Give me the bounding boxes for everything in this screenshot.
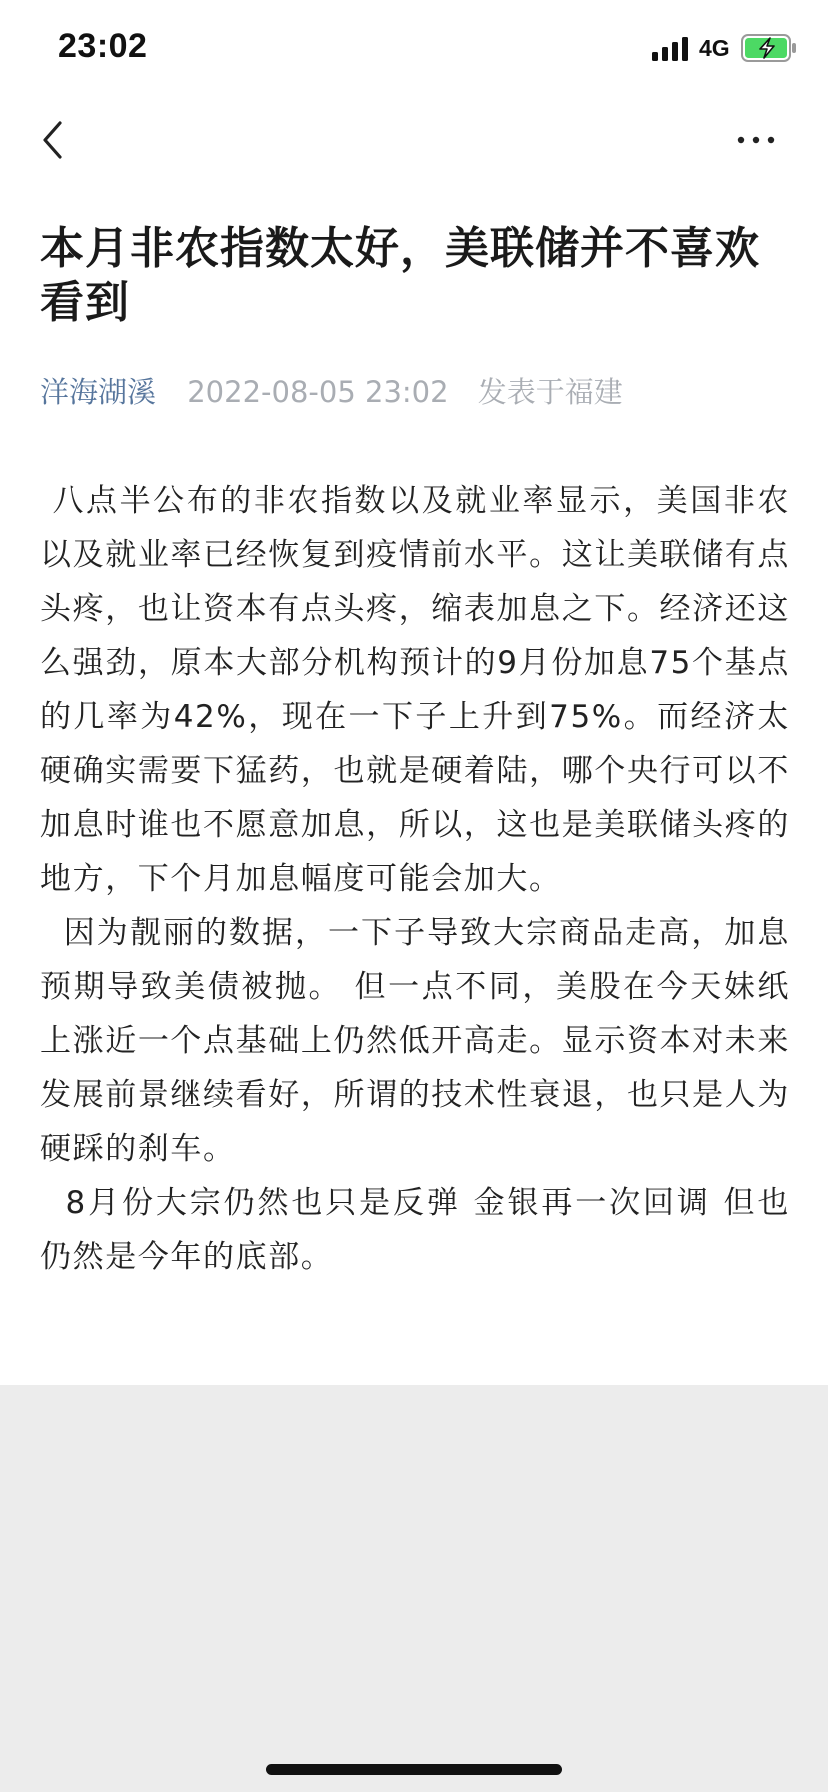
article-title: 本月非农指数太好，美联储并不喜欢看到 <box>40 223 760 328</box>
status-time: 23:02 <box>58 27 148 65</box>
more-options-button[interactable] <box>728 117 784 163</box>
nav-bar <box>0 100 828 180</box>
publish-date: 2022-08-05 23:02 <box>187 375 449 409</box>
article-paragraph: 因为靓丽的数据，一下子导致大宗商品走高，加息预期导致美债被抛。 但一点不同，美股在今天妹纸上涨近一个点基础上仍然低开高走。显示资本对未来发展前景继续看好，所谓的技术性衰退，也只是人为硬踩的刹车。 <box>40 915 790 1167</box>
network-type-label: 4G <box>699 35 730 61</box>
status-bar <box>0 0 828 100</box>
article-paragraph: 8月份大宗仍然也只是反弹 金银再一次回调 但也仍然是今年的底部。 <box>40 1185 790 1275</box>
signal-bars-icon <box>652 37 692 61</box>
article-paragraph: 八点半公布的非农指数以及就业率显示，美国非农以及就业率已经恢复到疫情前水平。这让美联储有点头疼，也让资本有点头疼，缩表加息之下。经济还这么强劲，原本大部分机构预计的9月份加息75个基点的几率为42%，现在一下子上升到75%。而经济太硬确实需要下猛药，也就是硬着陆，哪个央行可以不加息时谁也不愿意加息，所以，这也是美联储头疼的地方，下个月加息幅度可能会加大。 <box>40 483 790 897</box>
more-dots-icon <box>736 135 776 145</box>
chevron-left-icon <box>40 120 66 160</box>
back-button[interactable] <box>30 117 76 163</box>
article-meta <box>40 372 800 412</box>
author-link[interactable]: 洋海湖溪 <box>40 375 157 409</box>
home-indicator[interactable] <box>266 1764 562 1775</box>
battery-charging-icon <box>741 34 797 62</box>
publish-location: 发表于福建 <box>477 375 623 409</box>
article-body <box>40 474 790 1284</box>
